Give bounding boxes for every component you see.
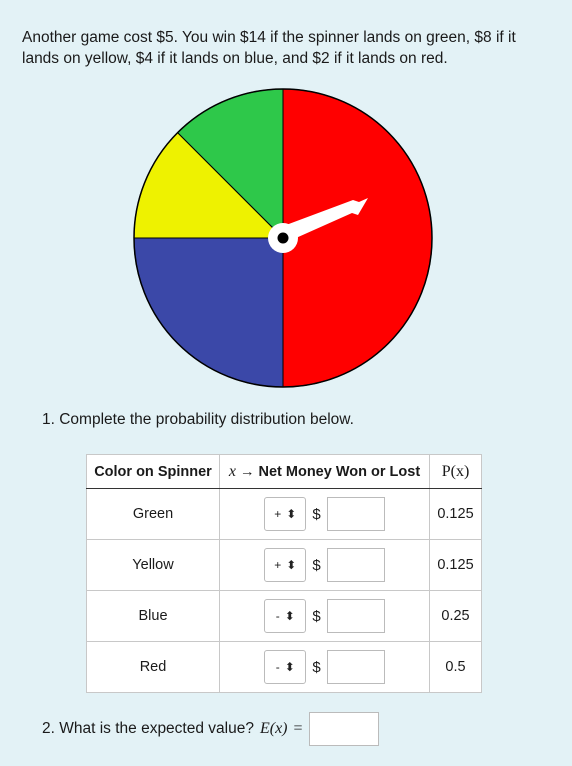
row-net-money: [220, 591, 430, 642]
updown-arrows-icon: ⬍: [284, 609, 295, 623]
updown-arrows-icon: ⬍: [284, 660, 295, 674]
updown-arrows-icon: ⬍: [286, 558, 297, 572]
dollar-sign: $: [312, 607, 321, 625]
row-probability: 0.5: [430, 642, 482, 693]
sign-value: -: [275, 609, 280, 623]
row-color: Yellow: [87, 540, 220, 591]
header-px: P(x): [441, 462, 470, 480]
row-probability: 0.125: [430, 489, 482, 540]
table-header-row: [87, 455, 482, 489]
sign-select[interactable]: [264, 599, 306, 633]
sign-select[interactable]: [264, 497, 306, 531]
dollar-sign: $: [312, 556, 321, 574]
table-row: [87, 591, 482, 642]
question-1: 1. Complete the probability distribution below.: [42, 411, 354, 428]
amount-input[interactable]: [327, 548, 385, 582]
table-row: [87, 642, 482, 693]
table-row: [87, 489, 482, 540]
header-net-money: [220, 455, 430, 489]
row-net-money: [220, 540, 430, 591]
header-color: Color on Spinner: [87, 455, 220, 489]
header-probability: [430, 455, 482, 489]
amount-input[interactable]: [327, 650, 385, 684]
question-2: [42, 712, 379, 746]
money-input-group: [264, 497, 384, 531]
arrow-right-icon: →: [239, 463, 255, 480]
equals-sign: =: [293, 720, 303, 737]
table-row: [87, 540, 482, 591]
sign-value: -: [275, 660, 280, 674]
money-input-group: [264, 650, 384, 684]
expected-value-input[interactable]: [309, 712, 379, 746]
row-probability: 0.25: [430, 591, 482, 642]
sign-select[interactable]: [264, 650, 306, 684]
sign-select[interactable]: [264, 548, 306, 582]
sign-value: +: [274, 507, 282, 521]
problem-text: Another game cost $5. You win $14 if the spinner lands on green, $8 if it lands on yellow, $4 if it lands on blue, and $2 if it lands on red.: [22, 29, 516, 67]
header-x-var: x: [228, 462, 236, 480]
question-2-text: 2. What is the expected value?: [42, 720, 254, 737]
spinner-blue-section: [134, 238, 283, 387]
dollar-sign: $: [312, 658, 321, 676]
dollar-sign: $: [312, 505, 321, 523]
spinner: [133, 88, 435, 390]
row-net-money: [220, 642, 430, 693]
updown-arrows-icon: ⬍: [286, 507, 297, 521]
expected-value-expr: E(x): [259, 720, 288, 737]
sign-value: +: [274, 558, 282, 572]
probability-distribution-table: [86, 454, 482, 693]
row-color: Red: [87, 642, 220, 693]
row-net-money: [220, 489, 430, 540]
row-probability: 0.125: [430, 540, 482, 591]
money-input-group: [264, 548, 384, 582]
amount-input[interactable]: [327, 599, 385, 633]
row-color: Blue: [87, 591, 220, 642]
money-input-group: [264, 599, 384, 633]
spinner-red-section: [283, 89, 432, 387]
row-color: Green: [87, 489, 220, 540]
header-net-label: Net Money Won or Lost: [258, 463, 421, 480]
amount-input[interactable]: [327, 497, 385, 531]
